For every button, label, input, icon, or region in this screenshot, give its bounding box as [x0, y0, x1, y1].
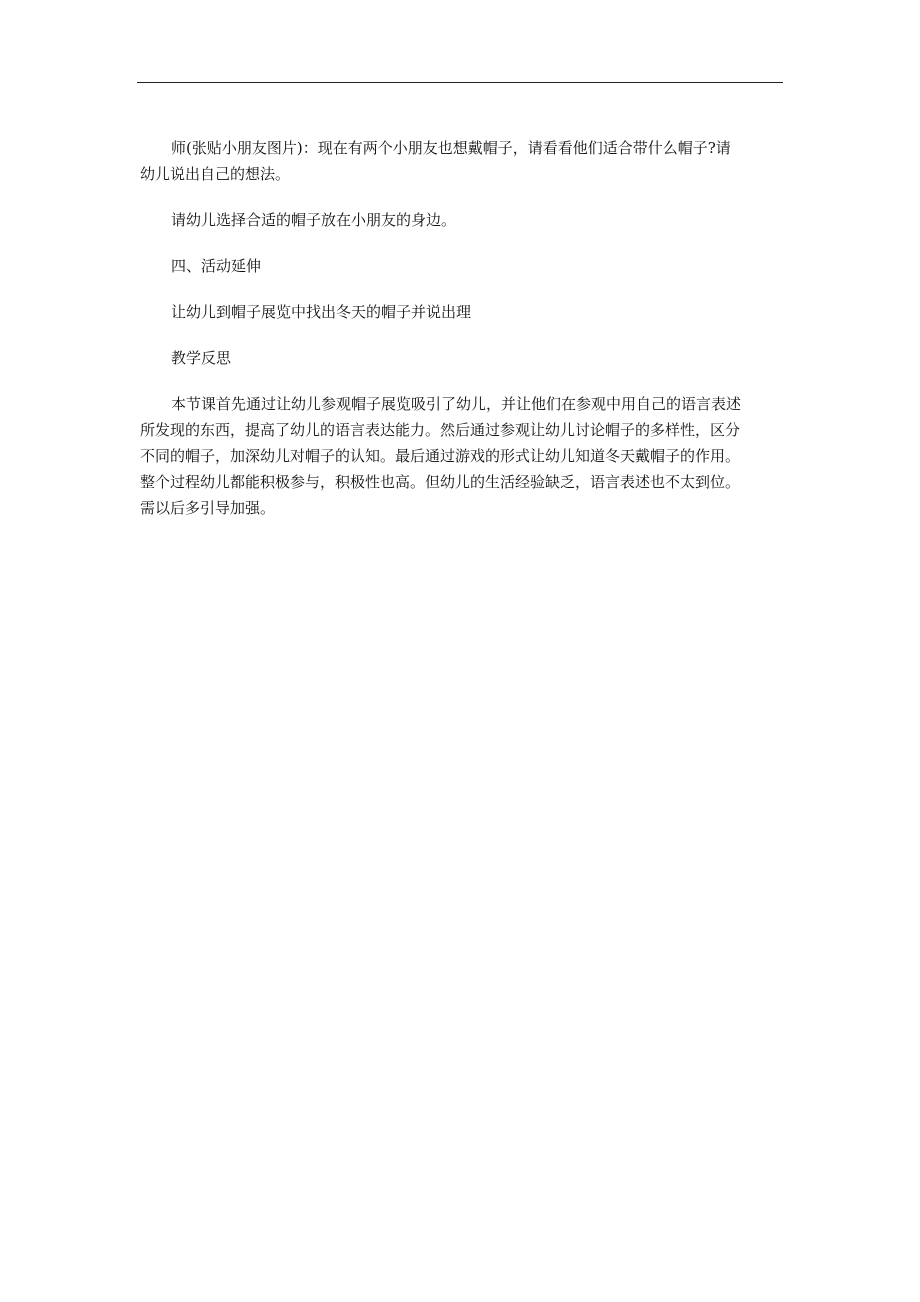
section-heading-reflection: 教学反思 [171, 349, 232, 367]
section-heading-extension: 四、活动延伸 [171, 257, 262, 275]
paragraph-teacher-prompt: 师(张贴小朋友图片)：现在有两个小朋友也想戴帽子，请看看他们适合带什么帽子?请 幼儿说出自己的想法。 [140, 139, 731, 183]
document-body [140, 135, 790, 521]
paragraph-choose-hat: 请幼儿选择合适的帽子放在小朋友的身边。 [171, 211, 457, 229]
header-divider [137, 82, 783, 83]
paragraph-winter-hat: 让幼儿到帽子展览中找出冬天的帽子并说出理 [171, 303, 472, 321]
paragraph-reflection-body: 本节课首先通过让幼儿参观帽子展览吸引了幼儿，并让他们在参观中用自己的语言表述 所发现的东西，提高了幼儿的语言表达能力。然后通过参观让幼儿讨论帽子的多样性，区分 不同的帽子，加深幼儿对帽子的认知。最后通过游戏的形式让幼儿知道冬天戴帽子的作用。 整个过程幼儿都能积极参与，积极性也高。但幼儿的生活经验缺乏，语言表述也不太到位。 需以后多引导加强。 [140, 395, 742, 517]
